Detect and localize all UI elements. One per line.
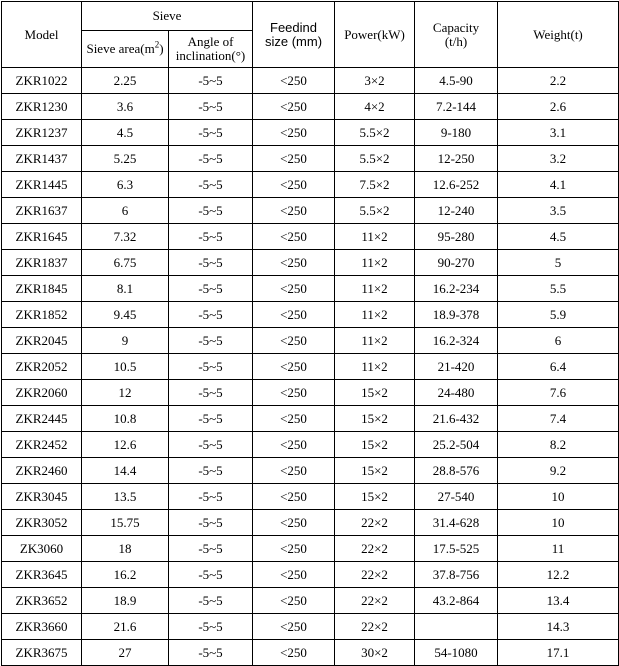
cell-feeding-size: <250	[253, 562, 335, 588]
cell-power: 15×2	[335, 458, 415, 484]
cell-angle: -5~5	[169, 224, 253, 250]
cell-power: 5.5×2	[335, 146, 415, 172]
cell-angle: -5~5	[169, 458, 253, 484]
cell-model: ZKR2452	[2, 432, 82, 458]
cell-sieve-area: 14.4	[82, 458, 169, 484]
header-sieve-area-close: )	[159, 41, 164, 56]
cell-angle: -5~5	[169, 484, 253, 510]
cell-power: 11×2	[335, 250, 415, 276]
cell-sieve-area: 12.6	[82, 432, 169, 458]
cell-power: 15×2	[335, 484, 415, 510]
cell-power: 22×2	[335, 614, 415, 640]
cell-feeding-size: <250	[253, 120, 335, 146]
cell-capacity: 21-420	[415, 354, 498, 380]
cell-feeding-size: <250	[253, 302, 335, 328]
cell-power: 4×2	[335, 94, 415, 120]
cell-capacity: 21.6-432	[415, 406, 498, 432]
cell-model: ZKR3645	[2, 562, 82, 588]
cell-feeding-size: <250	[253, 354, 335, 380]
cell-power: 15×2	[335, 406, 415, 432]
cell-sieve-area: 12	[82, 380, 169, 406]
cell-feeding-size: <250	[253, 198, 335, 224]
table-row	[2, 120, 619, 146]
cell-capacity: 31.4-628	[415, 510, 498, 536]
cell-weight: 7.4	[498, 406, 619, 432]
cell-feeding-size: <250	[253, 614, 335, 640]
cell-capacity: 7.2-144	[415, 94, 498, 120]
cell-feeding-size: <250	[253, 458, 335, 484]
cell-capacity: 12.6-252	[415, 172, 498, 198]
header-capacity	[415, 2, 498, 68]
header-sieve-area-sup: 2	[154, 39, 160, 50]
table-row	[2, 68, 619, 94]
cell-weight: 6.4	[498, 354, 619, 380]
cell-capacity: 95-280	[415, 224, 498, 250]
cell-model: ZKR3052	[2, 510, 82, 536]
cell-capacity: 16.2-324	[415, 328, 498, 354]
cell-weight: 13.4	[498, 588, 619, 614]
cell-capacity: 90-270	[415, 250, 498, 276]
cell-power: 11×2	[335, 328, 415, 354]
cell-weight: 17.1	[498, 640, 619, 666]
table-row	[2, 380, 619, 406]
cell-model: ZKR1437	[2, 146, 82, 172]
cell-feeding-size: <250	[253, 406, 335, 432]
cell-model: ZKR1645	[2, 224, 82, 250]
cell-weight: 10	[498, 510, 619, 536]
cell-weight: 7.6	[498, 380, 619, 406]
header-sieve-area	[82, 31, 169, 68]
cell-capacity: 24-480	[415, 380, 498, 406]
cell-sieve-area: 3.6	[82, 94, 169, 120]
header-angle-line2: inclination(°)	[175, 48, 246, 63]
cell-sieve-area: 18	[82, 536, 169, 562]
cell-angle: -5~5	[169, 536, 253, 562]
cell-weight: 9.2	[498, 458, 619, 484]
header-capacity-line1: Capacity	[432, 19, 480, 35]
table-row	[2, 250, 619, 276]
cell-feeding-size: <250	[253, 328, 335, 354]
cell-weight: 5	[498, 250, 619, 276]
table-row	[2, 406, 619, 432]
table-row	[2, 536, 619, 562]
cell-angle: -5~5	[169, 198, 253, 224]
cell-power: 5.5×2	[335, 120, 415, 146]
cell-capacity: 12-240	[415, 198, 498, 224]
cell-angle: -5~5	[169, 588, 253, 614]
cell-angle: -5~5	[169, 302, 253, 328]
cell-feeding-size: <250	[253, 510, 335, 536]
cell-capacity: 27-540	[415, 484, 498, 510]
table-row	[2, 458, 619, 484]
cell-model: ZKR2460	[2, 458, 82, 484]
table-row	[2, 588, 619, 614]
cell-weight: 2.2	[498, 68, 619, 94]
cell-feeding-size: <250	[253, 588, 335, 614]
cell-feeding-size: <250	[253, 380, 335, 406]
cell-sieve-area: 2.25	[82, 68, 169, 94]
cell-feeding-size: <250	[253, 94, 335, 120]
cell-model: ZKR2445	[2, 406, 82, 432]
cell-feeding-size: <250	[253, 250, 335, 276]
table-row	[2, 484, 619, 510]
cell-capacity: 54-1080	[415, 640, 498, 666]
cell-sieve-area: 15.75	[82, 510, 169, 536]
table-row	[2, 276, 619, 302]
cell-angle: -5~5	[169, 250, 253, 276]
cell-power: 3×2	[335, 68, 415, 94]
table-row	[2, 146, 619, 172]
cell-angle: -5~5	[169, 328, 253, 354]
cell-sieve-area: 10.5	[82, 354, 169, 380]
cell-weight: 3.2	[498, 146, 619, 172]
cell-power: 11×2	[335, 276, 415, 302]
cell-weight: 14.3	[498, 614, 619, 640]
cell-weight: 5.9	[498, 302, 619, 328]
cell-feeding-size: <250	[253, 484, 335, 510]
cell-sieve-area: 4.5	[82, 120, 169, 146]
cell-weight: 4.1	[498, 172, 619, 198]
header-feeding-size	[253, 2, 335, 68]
cell-sieve-area: 6	[82, 198, 169, 224]
cell-sieve-area: 9.45	[82, 302, 169, 328]
cell-sieve-area: 6.75	[82, 250, 169, 276]
cell-power: 22×2	[335, 588, 415, 614]
cell-angle: -5~5	[169, 276, 253, 302]
cell-angle: -5~5	[169, 380, 253, 406]
table-row	[2, 224, 619, 250]
cell-capacity: 28.8-576	[415, 458, 498, 484]
cell-model: ZKR2060	[2, 380, 82, 406]
cell-model: ZK3060	[2, 536, 82, 562]
cell-power: 15×2	[335, 380, 415, 406]
header-sieve: Sieve	[82, 2, 253, 31]
cell-capacity: 17.5-525	[415, 536, 498, 562]
table-row	[2, 510, 619, 536]
cell-sieve-area: 6.3	[82, 172, 169, 198]
cell-model: ZKR1852	[2, 302, 82, 328]
cell-power: 22×2	[335, 536, 415, 562]
cell-angle: -5~5	[169, 68, 253, 94]
cell-weight: 11	[498, 536, 619, 562]
cell-power: 7.5×2	[335, 172, 415, 198]
cell-weight: 12.2	[498, 562, 619, 588]
cell-model: ZKR2045	[2, 328, 82, 354]
cell-feeding-size: <250	[253, 536, 335, 562]
cell-capacity: 4.5-90	[415, 68, 498, 94]
cell-sieve-area: 5.25	[82, 146, 169, 172]
cell-angle: -5~5	[169, 120, 253, 146]
cell-feeding-size: <250	[253, 640, 335, 666]
cell-capacity: 25.2-504	[415, 432, 498, 458]
cell-angle: -5~5	[169, 172, 253, 198]
cell-model: ZKR1637	[2, 198, 82, 224]
cell-sieve-area: 8.1	[82, 276, 169, 302]
header-capacity-line2: (t/h)	[444, 33, 468, 49]
cell-power: 11×2	[335, 302, 415, 328]
table-row	[2, 302, 619, 328]
cell-model: ZKR1845	[2, 276, 82, 302]
cell-sieve-area: 13.5	[82, 484, 169, 510]
cell-angle: -5~5	[169, 94, 253, 120]
cell-weight: 3.5	[498, 198, 619, 224]
cell-angle: -5~5	[169, 354, 253, 380]
cell-weight: 8.2	[498, 432, 619, 458]
header-power: Power(kW)	[335, 2, 415, 68]
cell-weight: 10	[498, 484, 619, 510]
cell-model: ZKR1230	[2, 94, 82, 120]
cell-sieve-area: 16.2	[82, 562, 169, 588]
cell-capacity: 18.9-378	[415, 302, 498, 328]
cell-model: ZKR1237	[2, 120, 82, 146]
cell-weight: 6	[498, 328, 619, 354]
cell-sieve-area: 27	[82, 640, 169, 666]
cell-sieve-area: 21.6	[82, 614, 169, 640]
cell-power: 30×2	[335, 640, 415, 666]
table-header	[2, 2, 619, 68]
cell-model: ZKR1445	[2, 172, 82, 198]
header-angle	[169, 31, 253, 68]
cell-sieve-area: 7.32	[82, 224, 169, 250]
header-angle-line1: Angle of	[187, 34, 234, 49]
cell-model: ZKR2052	[2, 354, 82, 380]
cell-power: 22×2	[335, 562, 415, 588]
cell-weight: 2.6	[498, 94, 619, 120]
cell-sieve-area: 9	[82, 328, 169, 354]
cell-angle: -5~5	[169, 614, 253, 640]
cell-feeding-size: <250	[253, 68, 335, 94]
table-row	[2, 562, 619, 588]
table-row	[2, 328, 619, 354]
header-weight: Weight(t)	[498, 2, 619, 68]
cell-feeding-size: <250	[253, 432, 335, 458]
cell-capacity	[415, 614, 498, 640]
table-row	[2, 172, 619, 198]
cell-capacity: 9-180	[415, 120, 498, 146]
cell-model: ZKR1022	[2, 68, 82, 94]
cell-capacity: 43.2-864	[415, 588, 498, 614]
table-row	[2, 432, 619, 458]
cell-feeding-size: <250	[253, 276, 335, 302]
cell-capacity: 37.8-756	[415, 562, 498, 588]
cell-angle: -5~5	[169, 510, 253, 536]
header-feeding-line1: Feedind	[270, 19, 317, 35]
cell-angle: -5~5	[169, 562, 253, 588]
cell-sieve-area: 10.8	[82, 406, 169, 432]
cell-weight: 3.1	[498, 120, 619, 146]
table-row	[2, 94, 619, 120]
cell-angle: -5~5	[169, 432, 253, 458]
table-row	[2, 354, 619, 380]
cell-power: 15×2	[335, 432, 415, 458]
cell-angle: -5~5	[169, 406, 253, 432]
header-model: Model	[2, 2, 82, 68]
cell-model: ZKR1837	[2, 250, 82, 276]
cell-power: 22×2	[335, 510, 415, 536]
header-sieve-area-text: Sieve area(m	[86, 41, 155, 56]
cell-model: ZKR3045	[2, 484, 82, 510]
spec-table	[1, 1, 619, 666]
cell-feeding-size: <250	[253, 224, 335, 250]
table-row	[2, 640, 619, 666]
table-body	[2, 68, 619, 666]
cell-feeding-size: <250	[253, 146, 335, 172]
cell-model: ZKR3652	[2, 588, 82, 614]
table-row	[2, 614, 619, 640]
cell-feeding-size: <250	[253, 172, 335, 198]
cell-power: 11×2	[335, 224, 415, 250]
cell-weight: 4.5	[498, 224, 619, 250]
cell-weight: 5.5	[498, 276, 619, 302]
cell-power: 5.5×2	[335, 198, 415, 224]
cell-angle: -5~5	[169, 640, 253, 666]
header-feeding-line2: size (mm)	[264, 33, 323, 49]
cell-capacity: 16.2-234	[415, 276, 498, 302]
cell-model: ZKR3675	[2, 640, 82, 666]
cell-model: ZKR3660	[2, 614, 82, 640]
table-row	[2, 198, 619, 224]
cell-capacity: 12-250	[415, 146, 498, 172]
cell-angle: -5~5	[169, 146, 253, 172]
cell-power: 11×2	[335, 354, 415, 380]
cell-sieve-area: 18.9	[82, 588, 169, 614]
